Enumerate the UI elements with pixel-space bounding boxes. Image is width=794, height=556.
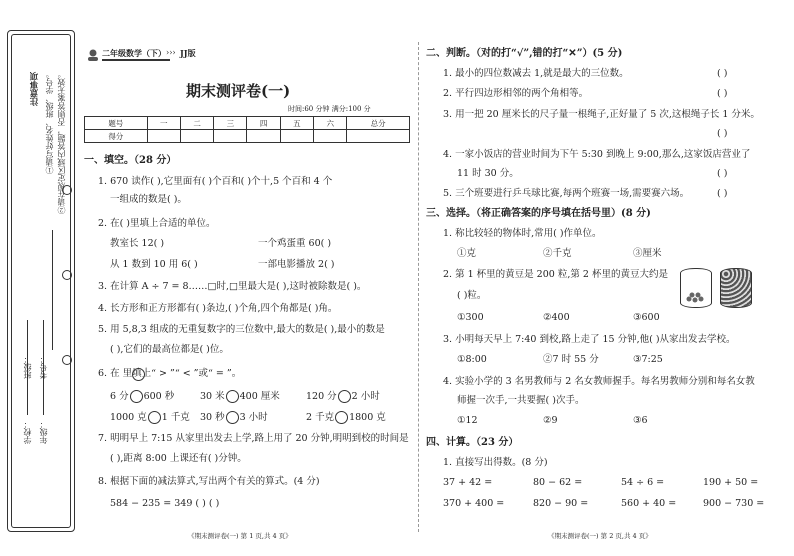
score-cell: 题号: [85, 117, 148, 130]
school-label: 学校：: [23, 420, 32, 444]
calc-item: 80 − 62 =: [533, 477, 583, 488]
judge-answer[interactable]: ( ): [717, 188, 728, 199]
choice-option[interactable]: ②7 时 55 分: [543, 354, 599, 365]
choice-question-4b: 师握一次手,一共要握( )次手。: [457, 395, 585, 406]
choice-option[interactable]: ③厘米: [633, 248, 662, 259]
name-line[interactable]: [52, 230, 53, 350]
column-divider: [418, 42, 419, 532]
compare-left: 30 秒: [200, 412, 225, 423]
compare-right: 1800 克: [349, 412, 386, 423]
cup-2-icon: [720, 268, 752, 308]
question-1b: 一组成的数是( )。: [110, 194, 187, 205]
section-1-title: 一、填空。（28 分）: [84, 155, 177, 166]
question-2c: 从 1 数到 10 用 6( ): [110, 259, 198, 270]
score-cell: 一: [147, 117, 180, 130]
compare-right: 400 厘米: [239, 391, 280, 402]
question-7a: 7. 明明早上 7:15 从家里出发去上学,路上用了 20 分钟,明明到校的时间是: [98, 433, 409, 444]
choice-option[interactable]: ③600: [633, 312, 660, 323]
compare-left: 1000 克: [110, 412, 147, 423]
page-title: 期末测评卷(一): [186, 82, 291, 100]
score-input[interactable]: [247, 130, 280, 143]
binding-hole: [62, 270, 72, 280]
score-cell: 五: [280, 117, 313, 130]
class-label: 班级：: [23, 355, 32, 379]
section-2-title: 二、判断。（对的打“√”,错的打“✕”）(5 分): [426, 48, 623, 59]
choice-option[interactable]: ①12: [457, 415, 478, 426]
score-cell: 三: [214, 117, 247, 130]
choice-option[interactable]: ③7:25: [633, 354, 663, 365]
question-2b: 一个鸡蛋重 60( ): [258, 238, 332, 249]
edition: JJ版: [180, 48, 196, 58]
judge-answer[interactable]: ( ): [717, 128, 728, 139]
judge-answer[interactable]: ( ): [717, 88, 728, 99]
calc-item: 54 ÷ 6 =: [621, 477, 665, 488]
score-table: [84, 116, 410, 143]
score-cell: 总分: [347, 117, 410, 130]
score-cell: 二: [180, 117, 213, 130]
question-5a: 5. 用 5,8,3 组成的无重复数字的三位数中,最大的数是( ),最小的数是: [98, 324, 385, 335]
section-3-title: 三、选择。（将正确答案的序号填在括号里）(8 分): [426, 208, 651, 219]
compare-left: 120 分: [306, 391, 337, 402]
score-input[interactable]: [214, 130, 247, 143]
footer-left: 《期末测评卷(一) 第 1 页,共 4 页》: [188, 532, 292, 540]
question-7b: ( ),距离 8:00 上课还有( )分钟。: [110, 453, 247, 464]
compare-left: 30 米: [200, 391, 225, 402]
choice-question-2b: ( )粒。: [457, 290, 487, 301]
judge-item: 4. 一家小饭店的营业时间为下午 5:30 到晚上 9:00,那么,这家饭店营业了: [443, 149, 751, 160]
score-value-row: [85, 130, 410, 143]
student-icon: [86, 46, 100, 58]
score-input[interactable]: [180, 130, 213, 143]
calc-item: 560 + 40 =: [621, 498, 677, 509]
compare-right: 2 小时: [351, 391, 380, 402]
binding-hole: [62, 355, 72, 365]
compare-right: 1 千克: [161, 412, 190, 423]
judge-item: 1. 最小的四位数减去 1,就是最大的三位数。: [443, 68, 629, 79]
book-title: 二年级数学（下）: [102, 48, 170, 61]
arrow-icon: ›››: [166, 48, 176, 57]
judge-item: 2. 平行四边形相邻的两个角相等。: [443, 88, 589, 99]
calc-item: 37 + 42 =: [443, 477, 493, 488]
score-input[interactable]: [147, 130, 180, 143]
choice-question-4a: 4. 实验小学的 3 名男教师与 2 名女教师握手。每名男教师分别和每名女教: [443, 376, 755, 387]
score-cell: 六: [314, 117, 347, 130]
compare-left: 2 千克: [306, 412, 335, 423]
calc-item: 900 − 730 =: [703, 498, 765, 509]
choice-option[interactable]: ②400: [543, 312, 570, 323]
choice-question-3: 3. 小明每天早上 7:40 到校,路上走了 15 分钟,他( )从家出发去学校。: [443, 334, 736, 345]
compare-item: [200, 390, 280, 403]
calc-item: 820 − 90 =: [533, 498, 589, 509]
compare-left: 6 分: [110, 391, 129, 402]
compare-circle-icon: [132, 368, 145, 381]
choice-option[interactable]: ②9: [543, 415, 558, 426]
judge-item: 3. 用一把 20 厘米长的尺子量一根绳子,正好量了 5 次,这根绳子长 1 分米。: [443, 109, 760, 120]
grade-label: 年级：: [39, 420, 48, 444]
compare-circle[interactable]: [226, 411, 239, 424]
examno-label: 考号：: [39, 355, 48, 379]
choice-option[interactable]: ③6: [633, 415, 648, 426]
compare-circle[interactable]: [335, 411, 348, 424]
judge-item-cont: 11 时 30 分。: [457, 168, 519, 179]
question-8: 8. 根据下面的减法算式,写出两个有关的算式。(4 分): [98, 476, 320, 487]
choice-option[interactable]: ②千克: [543, 248, 572, 259]
score-cell: 四: [247, 117, 280, 130]
question-3: 3. 在计算 A ÷ 7 = 8……□时,□里最大是( ),这时被除数是( )。: [98, 281, 367, 292]
compare-circle[interactable]: [338, 390, 351, 403]
score-header-row: [85, 117, 410, 130]
choice-question-1: 1. 称比较轻的物体时,常用( )作单位。: [443, 228, 602, 239]
question-6: 6. 在 里填上“ > ”“ < ”或“ = ”。: [98, 368, 242, 379]
choice-option[interactable]: ①300: [457, 312, 484, 323]
compare-circle[interactable]: [148, 411, 161, 424]
score-input[interactable]: [347, 130, 410, 143]
question-8a: 584 − 235 = 349 ( ) ( ): [110, 498, 220, 509]
question-1a: 1. 670 读作( ),它里面有( )个百和( )个十,5 个百和 4 个: [98, 176, 333, 187]
notice-2: ②请在规定区域内答题，否则答案无效。: [57, 70, 66, 214]
notice-title: 注意事项: [30, 72, 40, 106]
question-4: 4. 长方形和正方形都有( )条边,( )个角,四个角都是( )角。: [98, 303, 338, 314]
choice-option[interactable]: ①克: [457, 248, 477, 259]
score-input[interactable]: [280, 130, 313, 143]
score-input[interactable]: [314, 130, 347, 143]
calc-question-1: 1. 直接写出得数。(8 分): [443, 457, 548, 468]
choice-question-2a: 2. 第 1 杯里的黄豆是 200 粒,第 2 杯里的黄豆大约是: [443, 269, 668, 280]
section-4-title: 四、计算。（23 分）: [426, 437, 519, 448]
judge-item: 5. 三个班要进行乒乓球比赛,每两个班赛一场,需要赛六场。: [443, 188, 690, 199]
compare-item: [110, 390, 174, 403]
compare-item: [306, 411, 386, 424]
compare-right: 3 小时: [239, 412, 268, 423]
question-5b: ( ),它们的最高位都是( )位。: [110, 344, 229, 355]
compare-right: 600 秒: [143, 391, 175, 402]
question-2: 2. 在( )里填上合适的单位。: [98, 218, 216, 229]
question-2a: 教室长 12( ): [110, 238, 165, 249]
compare-item: [306, 390, 380, 403]
calc-item: 190 + 50 =: [703, 477, 759, 488]
compare-circle[interactable]: [226, 390, 239, 403]
score-cell: 得分: [85, 130, 148, 143]
judge-answer[interactable]: ( ): [717, 68, 728, 79]
compare-item: [110, 411, 190, 424]
question-2d: 一部电影播放 2( ): [258, 259, 335, 270]
judge-answer[interactable]: ( ): [717, 168, 728, 179]
notice-1: ①请写好姓名、班级、学号。: [45, 70, 54, 174]
cup-1-icon: [680, 268, 712, 308]
compare-item: [200, 411, 268, 424]
exam-meta: 时间:60 分钟 满分:100 分: [288, 105, 371, 113]
compare-circle[interactable]: [130, 390, 143, 403]
binding-hole: [62, 185, 72, 195]
choice-option[interactable]: ①8:00: [457, 354, 487, 365]
footer-right: 《期末测评卷(一) 第 2 页,共 4 页》: [548, 532, 652, 540]
calc-item: 370 + 400 =: [443, 498, 505, 509]
